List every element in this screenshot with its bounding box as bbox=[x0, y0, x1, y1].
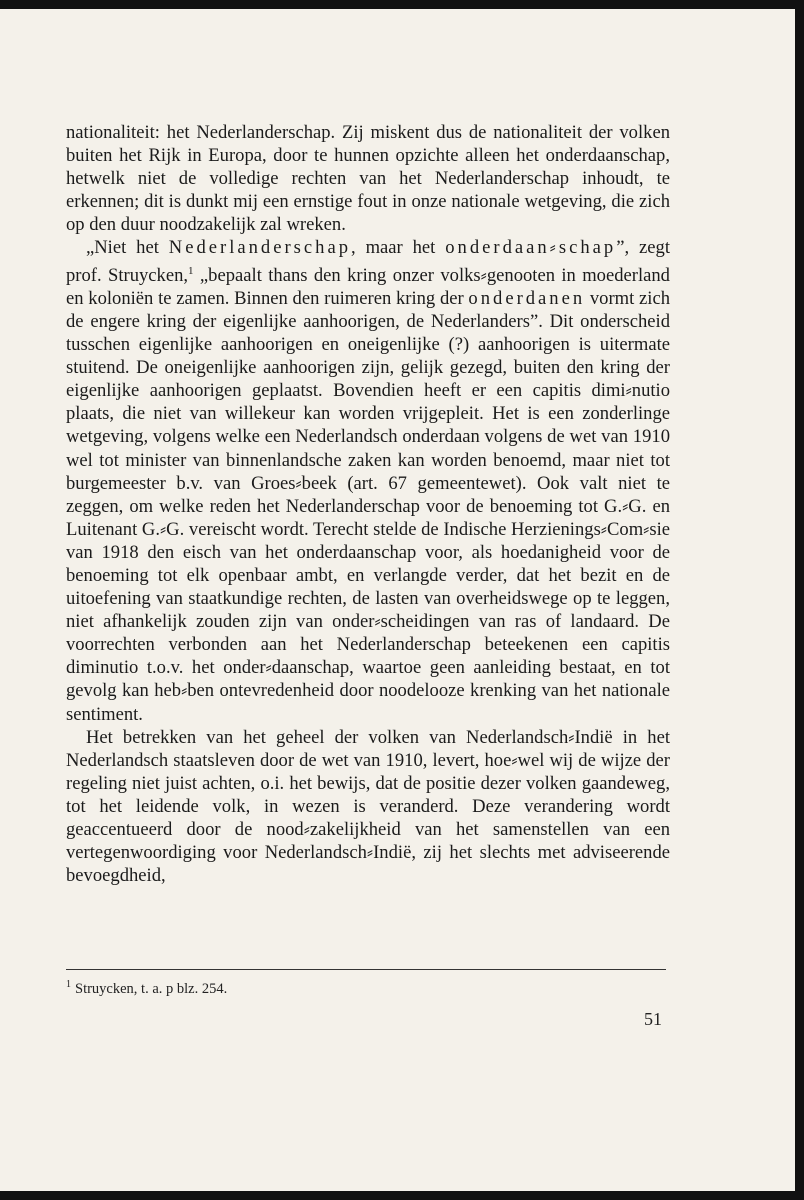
footnote-reference: 1 bbox=[188, 264, 194, 277]
spaced-term-onderdaanschap: onderdaan⸗schap bbox=[445, 237, 617, 259]
body-text bbox=[66, 121, 670, 887]
paragraph-2 bbox=[66, 236, 670, 725]
spaced-term-nederlanderschap: Nederlanderschap bbox=[168, 237, 352, 259]
para2-rest: vormt zich de engere kring der eigenlijke aanhoorigen, de Nederlanders”. Dit onderscheid tusschen eigenlijke aanhoorigen en oneigenlijke (?) aanhoorigen is uitermate stuitend. De oneigenlijke aanhoorigen zijn, gelijk gezegd, buiten den kring der eigenlijke aanhoorigen geplaatst. Bovendien heeft er een capitis dimi⸗nutio plaats, die niet van willekeur kan worden vrijgepleit. Het is een zonderlinge wetgeving, volgens welke een Nederlandsch onderdaan volgens de wet van 1910 wel tot minister van binnenlandsche zaken kan worden benoemd, maar niet tot burgemeester b.v. van Groes⸗beek (art. 67 gemeentewet). Ook valt niet te zeggen, om welke reden het Nederlanderschap voor de benoeming tot G.⸗G. en Luitenant G.⸗G. vereischt wordt. Terecht stelde de Indische Herzienings⸗Com⸗sie van 1918 den eisch van het onderdaanschap voor, als hoedanigheid voor de benoeming tot elk openbaar ambt, en verlangde verder, dat het bezit en de uitoefening van staatkundige rechten, de lasten van overheidswege op te leggen, niet afhankelijk zouden zijn van onder⸗scheidingen van ras of landaard. De voorrechten verbonden aan het Nederlanderschap beteekenen een capitis diminutio t.o.v. het onder⸗daanschap, waartoe geen aanleiding bestaat, en tot gevolg kan heb⸗ben ontevredenheid door noodelooze krenking van het nationale sentiment. bbox=[66, 287, 671, 725]
book-page bbox=[0, 9, 795, 1191]
para2-mid-1: , maar het bbox=[351, 237, 446, 259]
quote-open: „Niet het bbox=[86, 237, 169, 259]
page-number: 51 bbox=[644, 1009, 662, 1029]
para2-mid-2: ”, zegt prof. Struycken, bbox=[66, 237, 670, 286]
spaced-term-onderdanen: onderdanen bbox=[468, 287, 586, 309]
footnote-divider bbox=[66, 969, 666, 970]
paragraph-1: nationaliteit: het Nederlanderschap. Zij miskent dus de nationaliteit der volken buiten het Rijk in Europa, door te hunnen opzichte alleen het onderdaanschap, hetwelk niet de volledige rechten van het Nederlanderschap inhoudt, te erkennen; dit is dunkt mij een ernstige fout in onze nationale wetgeving, die zich op den duur noodzakelijk zal wreken. bbox=[66, 122, 670, 236]
para2-mid-3: „bepaalt thans den kring onzer volks⸗genooten in moederland en koloniën te zamen. Binnen den ruimeren kring der bbox=[66, 264, 670, 309]
paragraph-3: Het betrekken van het geheel der volken van Nederlandsch⸗Indië in het Nederlandsch staatsleven door de wet van 1910, levert, hoe⸗wel wij de wijze der regeling niet juist achten, o.i. het bewijs, dat de positie dezer volken gaandeweg, tot het leidende volk, in wezen is veranderd. Deze verandering wordt geaccentueerd door de nood⸗zakelijkheid van het samenstellen van een vertegenwoordiging voor Nederlandsch⸗Indië, zij het slechts met adviseerende bevoegdheid, bbox=[66, 726, 670, 887]
footnote-mark: 1 bbox=[66, 979, 71, 990]
footnote bbox=[66, 979, 227, 998]
footnote-text: Struycken, t. a. p blz. 254. bbox=[75, 980, 228, 997]
